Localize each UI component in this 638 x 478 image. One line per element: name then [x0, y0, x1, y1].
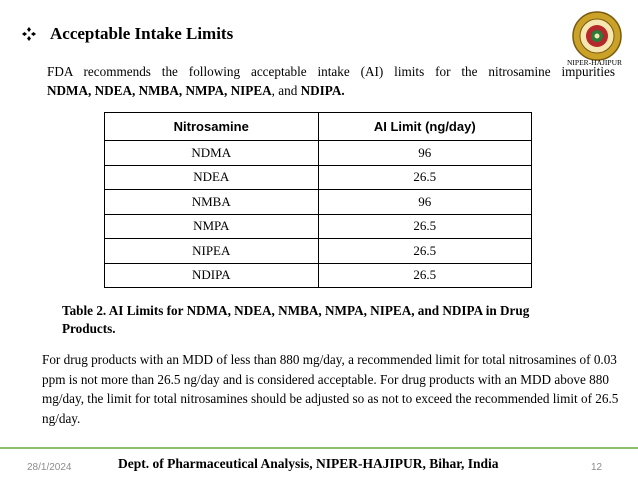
footer-date: 28/1/2024 — [27, 462, 72, 473]
intro-bold-last: NDIPA. — [300, 83, 345, 98]
ai-limit-cell: 96 — [318, 190, 532, 215]
table-caption: Table 2. AI Limits for NDMA, NDEA, NMBA, NMPA, NIPEA, and NDIPA in Drug Products. — [62, 303, 530, 336]
table-row — [105, 239, 532, 264]
table-header-row — [105, 113, 532, 141]
logo-caption: NIPER-HAJIPUR — [567, 58, 623, 67]
intro-connector: , and — [271, 83, 301, 98]
footer-department: Dept. of Pharmaceutical Analysis, NIPER-HAJIPUR, Bihar, India — [118, 456, 499, 471]
table-row — [105, 190, 532, 215]
intro-bold-list: NDMA, NDEA, NMBA, NMPA, NIPEA — [47, 83, 272, 98]
table-row — [105, 263, 532, 288]
ai-limit-cell: 26.5 — [318, 239, 532, 264]
table-row — [105, 165, 532, 190]
page-number: 12 — [591, 462, 603, 473]
ai-limits-table — [104, 112, 532, 288]
nitrosamine-cell: NDEA — [105, 165, 319, 190]
ai-limit-cell: 26.5 — [318, 165, 532, 190]
page-title: Acceptable Intake Limits — [50, 24, 234, 43]
institute-emblem-icon — [571, 10, 623, 62]
ai-limit-cell: 96 — [318, 141, 532, 166]
nitrosamine-cell: NDMA — [105, 141, 319, 166]
slide-heading — [22, 24, 233, 44]
column-header-ai-limit: AI Limit (ng/day) — [318, 113, 532, 141]
table-row — [105, 141, 532, 166]
four-diamond-bullet-icon — [22, 27, 36, 41]
nitrosamine-cell: NIPEA — [105, 239, 319, 264]
intro-text: FDA recommends the following acceptable intake (AI) limits for the nitrosamine impurities — [47, 64, 615, 79]
footer-divider — [0, 447, 638, 449]
nitrosamine-cell: NMPA — [105, 214, 319, 239]
nitrosamine-cell: NMBA — [105, 190, 319, 215]
nitrosamine-cell: NDIPA — [105, 263, 319, 288]
column-header-nitrosamine: Nitrosamine — [105, 113, 319, 141]
ai-limit-cell: 26.5 — [318, 214, 532, 239]
table-row — [105, 214, 532, 239]
ai-limit-cell: 26.5 — [318, 263, 532, 288]
intro-paragraph — [47, 62, 615, 100]
body-paragraph: For drug products with an MDD of less than 880 mg/day, a recommended limit for total nitrosamines of 0.03 ppm is not more than 26.5 ng/day and is considered acceptable. For drug products with an MDD above 880 mg/day, the limit for total nitrosamines should be adjusted so as not to exceed the recommended limit of 26.5 ng/day. — [42, 352, 619, 426]
